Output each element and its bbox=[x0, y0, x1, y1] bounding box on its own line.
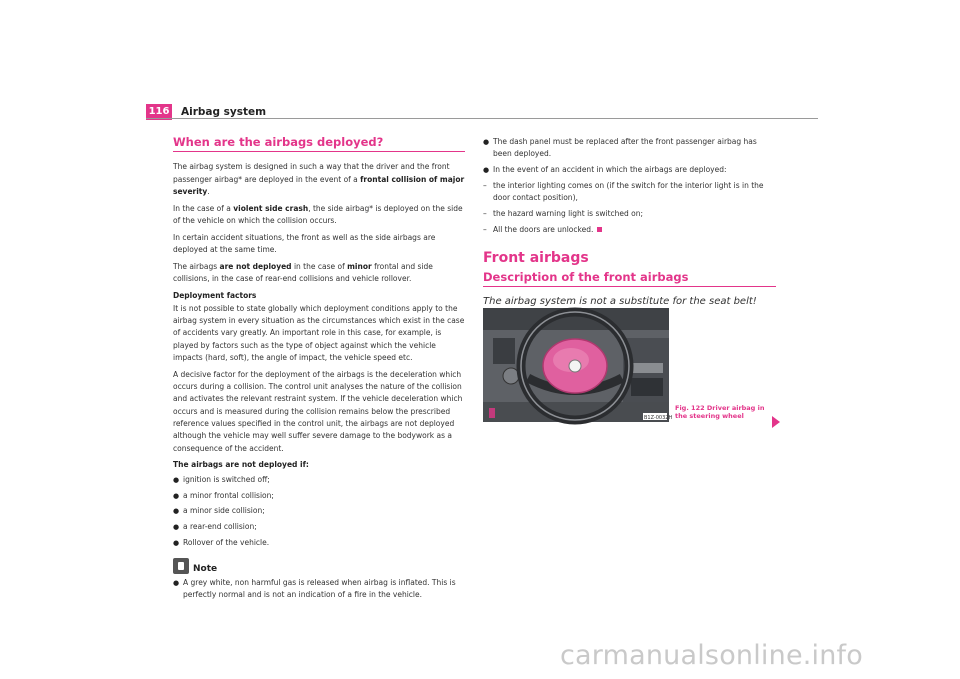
text: The airbags bbox=[173, 262, 220, 272]
next-page-arrow-icon[interactable] bbox=[772, 416, 780, 428]
text: The airbag system is designed in such a way that the driver and the front passenger airbag* are deployed in the event of a bbox=[173, 162, 450, 184]
figure-caption: Fig. 122 Driver airbag in the steering wheel bbox=[675, 404, 765, 420]
paragraph-1 bbox=[173, 161, 465, 198]
dash-item bbox=[483, 224, 776, 236]
section-title-deployment: When are the airbags deployed? bbox=[173, 136, 465, 152]
text: In the case of a bbox=[173, 203, 234, 213]
bold-text: are not deployed bbox=[219, 262, 292, 272]
dash-item: – the interior lighting comes on (if the switch for the interior light is in the door contact position), bbox=[483, 180, 776, 205]
note-label: Note bbox=[193, 563, 218, 574]
bold-text: frontal collision of major severity bbox=[173, 174, 465, 196]
text: All the doors are unlocked. bbox=[493, 225, 594, 235]
steering-wheel-figure bbox=[483, 308, 673, 422]
bold-text: minor bbox=[347, 262, 372, 272]
bold-text: Deployment factors bbox=[173, 291, 257, 301]
header-title: Airbag system bbox=[181, 106, 267, 118]
paragraph-4 bbox=[173, 261, 465, 286]
list-item: ● Rollover of the vehicle. bbox=[173, 537, 465, 549]
list-item: ● a minor side collision; bbox=[173, 505, 465, 517]
section-title-front-airbags: Description of the front airbags bbox=[483, 271, 776, 287]
note-text: ● A grey white, non harmful gas is released when airbag is inflated. This is perfectly normal and is not an indication of a fire in the vehicle. bbox=[173, 577, 465, 602]
list-item: ● a rear-end collision; bbox=[173, 521, 465, 533]
paragraph-6: A decisive factor for the deployment of the airbags is the deceleration which occurs during a collision. The control unit analyses the nature of the collision and activates the relevant restraint system. If the vehicle deceleration which occurs and is measured during the collision remains below the prescribed reference values specified in the control unit, the airbags are not deployed although the vehicle may well suffer severe damage to the bodywork as a consequence of the accident. bbox=[173, 369, 463, 453]
end-of-section-icon bbox=[597, 227, 602, 232]
bold-text: violent side crash bbox=[233, 203, 309, 213]
chapter-title: Front airbags bbox=[483, 250, 589, 267]
paragraph-3: In certain accident situations, the front as well as the side airbags are deployed at the same time. bbox=[173, 232, 436, 255]
dash-item: – the hazard warning light is switched on; bbox=[483, 208, 776, 220]
note-icon bbox=[173, 558, 189, 574]
factors-heading bbox=[173, 290, 465, 302]
steering-wheel-illustration bbox=[483, 308, 673, 422]
list-item: ● The dash panel must be replaced after the front passenger airbag has been deployed. bbox=[483, 136, 776, 161]
italic-subtitle: The airbag system is not a substitute for the seat belt! bbox=[483, 296, 757, 308]
paragraph-5: It is not possible to state globally which deployment conditions apply to the airbag system in every situation as the circumstances which exist in the case of accidents vary greatly. An important role in this case, for example, is played by factors such as the type of object against which the vehicle impacts (hard, soft), the angle of impact, the vehicle speed etc. bbox=[173, 303, 465, 362]
bold-text: The airbags are not deployed if: bbox=[173, 460, 309, 470]
right-column bbox=[483, 136, 776, 318]
note-header bbox=[173, 558, 465, 574]
figure-code: B1Z-0032H bbox=[644, 415, 673, 421]
left-column bbox=[173, 136, 465, 605]
text: . bbox=[207, 186, 210, 196]
not-deployed-heading bbox=[173, 459, 465, 471]
page-number: 116 bbox=[146, 104, 172, 120]
list-item: ● In the event of an accident in which the airbags are deployed: bbox=[483, 164, 776, 176]
list-item: ● a minor frontal collision; bbox=[173, 490, 465, 502]
text: , the side airbag* is deployed on the side of the vehicle on which the collision occurs. bbox=[173, 203, 463, 226]
header-rule bbox=[146, 118, 818, 119]
watermark: carmanualsonline.info bbox=[560, 640, 863, 671]
text: in the case of bbox=[291, 262, 348, 272]
text: frontal and side collisions, in the case of rear-end collisions and vehicle rollover. bbox=[173, 262, 433, 284]
paragraph-2 bbox=[173, 203, 465, 228]
list-item: ● ignition is switched off; bbox=[173, 474, 465, 486]
